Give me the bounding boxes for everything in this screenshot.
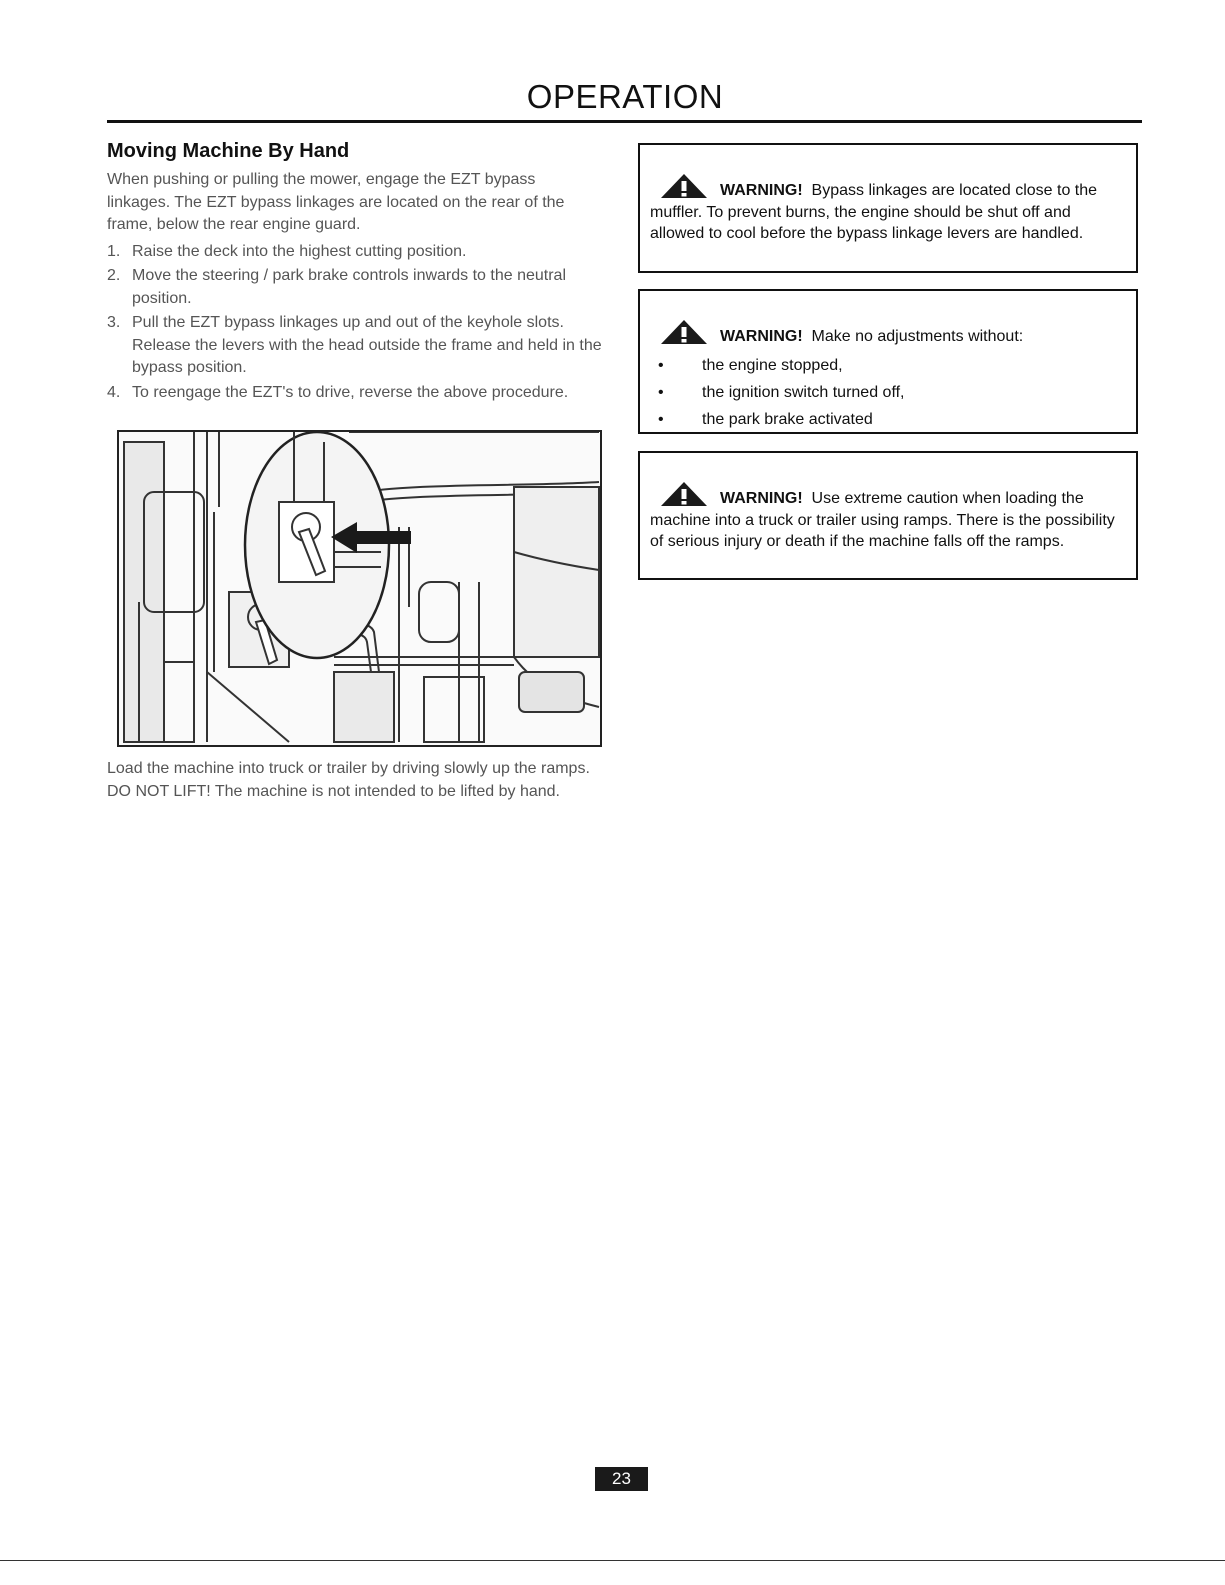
loading-paragraph: Load the machine into truck or trailer by driving slowly up the ramps. DO NOT LIFT! The machine is not intended to be lifted by hand. [107,760,590,800]
steps-list [107,241,602,405]
list-item [107,241,602,264]
warning-box [638,289,1138,434]
page-number: 23 [595,1467,648,1491]
list-item [107,382,602,405]
warning-box [638,451,1138,580]
step-text: Raise the deck into the highest cutting position. [132,242,467,260]
list-item [650,406,1124,433]
warning-message: Use extreme caution when loading the machine into a truck or trailer using ramps. There is the possibility of serious injury or death if the machine falls off the ramps. [650,490,1115,550]
bullet-text: the park brake activated [702,410,873,428]
list-item [650,352,1124,379]
bullet-text: the engine stopped, [702,356,843,374]
warning-triangle-icon [660,481,708,507]
warning-label: WARNING! [720,182,803,199]
step-number: 4. [107,383,121,401]
step-text: To reengage the EZT's to drive, reverse the above procedure. [132,383,569,401]
warning-text [650,173,1124,245]
list-item [107,265,602,310]
step-text: Pull the EZT bypass linkages up and out of the keyhole slots. Release the levers with the head outside the frame and held in the bypass position. [132,314,602,376]
step-number: 3. [107,314,121,331]
list-item [650,379,1124,406]
step-number: 1. [107,242,121,260]
page-title: OPERATION [526,78,724,115]
list-item [107,312,602,380]
warning-message: Make no adjustments without: [811,328,1024,345]
warning-label: WARNING! [720,328,803,345]
intro-paragraph: When pushing or pulling the mower, engage the EZT bypass linkages. The EZT bypass linkages are located on the rear of the frame, below the rear engine guard. [107,171,565,233]
left-column [107,140,602,406]
footer-rule [0,1560,1225,1561]
section-heading: Moving Machine By Hand [107,140,350,162]
bullet-text: the ignition switch turned off, [702,383,905,401]
warning-label: WARNING! [720,490,803,507]
warning-text [650,319,1124,348]
bullet: • [658,356,664,374]
step-text: Move the steering / park brake controls inwards to the neutral position. [132,267,566,307]
warning-bullet-list [650,352,1124,433]
bullet: • [658,383,664,401]
header-rule [107,120,1142,123]
warning-box [638,143,1138,273]
warning-triangle-icon [660,319,708,345]
warning-triangle-icon [660,173,708,199]
bypass-linkage-drawing [119,432,600,745]
bullet: • [658,410,664,428]
step-number: 2. [107,267,121,284]
warning-message: Bypass linkages are located close to the muffler. To prevent burns, the engine should be shut off and allowed to cool before the bypass linkage levers are handled. [650,182,1098,242]
warning-text [650,481,1124,553]
bypass-linkage-illustration [117,430,602,747]
